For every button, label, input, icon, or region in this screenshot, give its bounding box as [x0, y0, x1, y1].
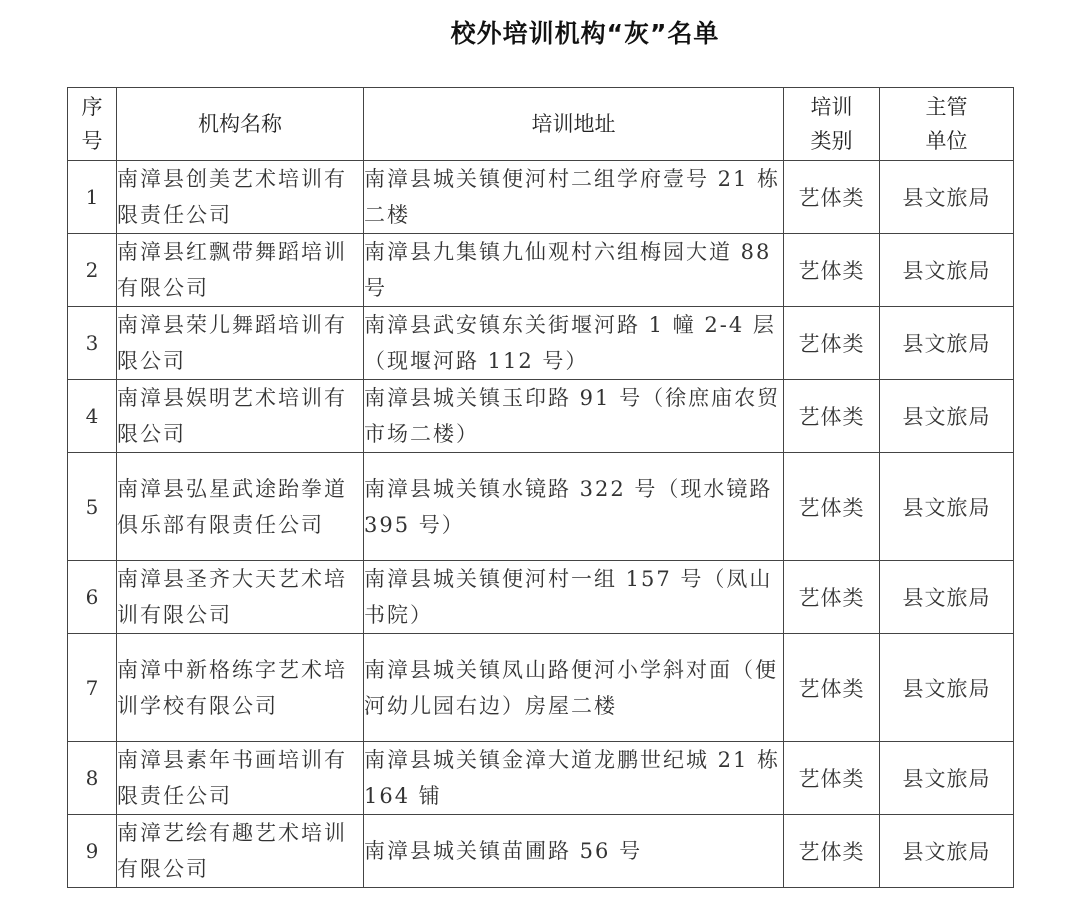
table-row — [68, 634, 1014, 742]
row-department: 县文旅局 — [880, 380, 1014, 453]
row-category: 艺体类 — [784, 634, 880, 742]
row-address: 南漳县城关镇水镜路 322 号（现水镜路 395 号） — [364, 453, 784, 561]
row-index: 9 — [68, 815, 117, 888]
row-index: 2 — [68, 234, 117, 307]
row-org-name: 南漳县创美艺术培训有限责任公司 — [117, 161, 364, 234]
row-address: 南漳县九集镇九仙观村六组梅园大道 88 号 — [364, 234, 784, 307]
row-address: 南漳县城关镇苗圃路 56 号 — [364, 815, 784, 888]
row-department: 县文旅局 — [880, 742, 1014, 815]
row-department: 县文旅局 — [880, 561, 1014, 634]
row-category: 艺体类 — [784, 453, 880, 561]
row-org-name: 南漳县娱明艺术培训有限公司 — [117, 380, 364, 453]
table-row — [68, 161, 1014, 234]
row-index: 7 — [68, 634, 117, 742]
header-category-label: 培训类别 — [810, 95, 853, 153]
table-row — [68, 815, 1014, 888]
header-department-label: 主管单位 — [925, 95, 968, 153]
row-address: 南漳县城关镇金漳大道龙鹏世纪城 21 栋 164 铺 — [364, 742, 784, 815]
header-department — [880, 88, 1014, 161]
row-org-name: 南漳县荣儿舞蹈培训有限公司 — [117, 307, 364, 380]
gray-list-table — [67, 87, 1014, 888]
row-org-name: 南漳县圣齐大天艺术培训有限公司 — [117, 561, 364, 634]
row-org-name: 南漳县弘星武途跆拳道俱乐部有限责任公司 — [117, 453, 364, 561]
row-category: 艺体类 — [784, 815, 880, 888]
table-row — [68, 453, 1014, 561]
row-category: 艺体类 — [784, 234, 880, 307]
header-index — [68, 88, 117, 161]
row-department: 县文旅局 — [880, 234, 1014, 307]
row-department: 县文旅局 — [880, 634, 1014, 742]
table-header-row — [68, 88, 1014, 161]
table-row — [68, 234, 1014, 307]
row-department: 县文旅局 — [880, 161, 1014, 234]
row-org-name: 南漳中新格练字艺术培训学校有限公司 — [117, 634, 364, 742]
header-category — [784, 88, 880, 161]
header-address: 培训地址 — [364, 88, 784, 161]
row-index: 8 — [68, 742, 117, 815]
table-row — [68, 561, 1014, 634]
row-address: 南漳县城关镇便河村二组学府壹号 21 栋二楼 — [364, 161, 784, 234]
table-row — [68, 307, 1014, 380]
row-category: 艺体类 — [784, 561, 880, 634]
header-index-label: 序号 — [81, 95, 103, 153]
row-address: 南漳县城关镇玉印路 91 号（徐庶庙农贸市场二楼） — [364, 380, 784, 453]
row-category: 艺体类 — [784, 380, 880, 453]
row-org-name: 南漳县红飘带舞蹈培训有限公司 — [117, 234, 364, 307]
row-department: 县文旅局 — [880, 307, 1014, 380]
row-category: 艺体类 — [784, 742, 880, 815]
table-row — [68, 380, 1014, 453]
document-title: 校外培训机构“灰”名单 — [450, 19, 720, 48]
row-department: 县文旅局 — [880, 815, 1014, 888]
row-address: 南漳县武安镇东关街堰河路 1 幢 2-4 层（现堰河路 112 号） — [364, 307, 784, 380]
row-index: 4 — [68, 380, 117, 453]
row-index: 5 — [68, 453, 117, 561]
table-row — [68, 742, 1014, 815]
row-org-name: 南漳县素年书画培训有限责任公司 — [117, 742, 364, 815]
row-address: 南漳县城关镇凤山路便河小学斜对面（便河幼儿园右边）房屋二楼 — [364, 634, 784, 742]
row-department: 县文旅局 — [880, 453, 1014, 561]
row-index: 3 — [68, 307, 117, 380]
header-name: 机构名称 — [117, 88, 364, 161]
row-category: 艺体类 — [784, 307, 880, 380]
row-org-name: 南漳艺绘有趣艺术培训有限公司 — [117, 815, 364, 888]
row-address: 南漳县城关镇便河村一组 157 号（凤山书院） — [364, 561, 784, 634]
row-category: 艺体类 — [784, 161, 880, 234]
row-index: 1 — [68, 161, 117, 234]
row-index: 6 — [68, 561, 117, 634]
